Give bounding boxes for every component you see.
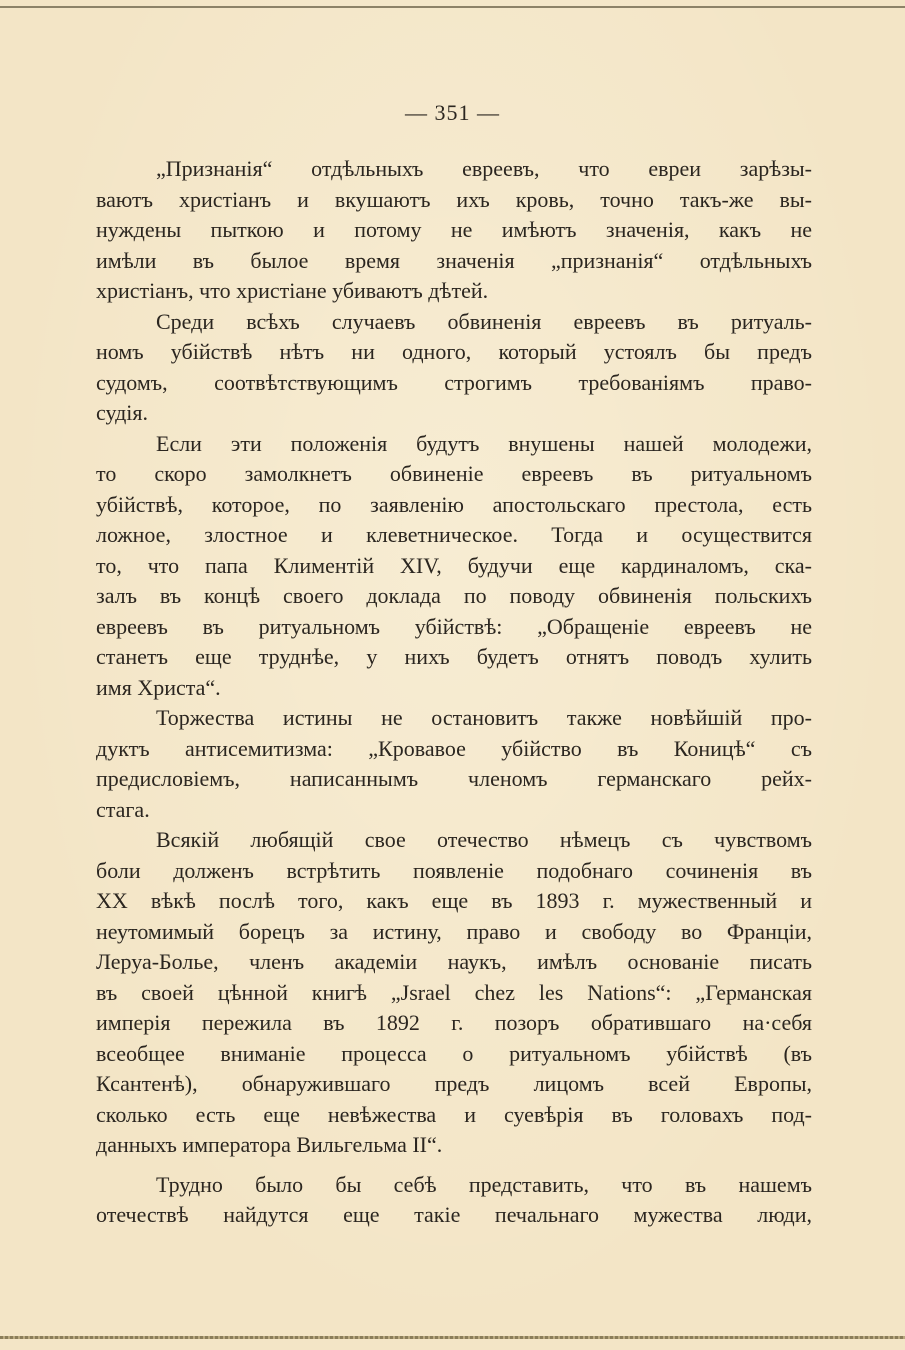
text-line: христіанъ, что христіане убиваютъ дѣтей. (96, 278, 489, 303)
paragraph (96, 1170, 812, 1231)
text-line: ваютъ христіанъ и вкушаютъ ихъ кровь, точно такъ-же вы- (96, 186, 812, 212)
text-line: Торжества истины не остановитъ также новѣйшій про- (156, 705, 812, 730)
text-line: имя Христа“. (96, 674, 221, 700)
text-line: евреевъ въ ритуальномъ убійствѣ: „Обращеніе евреевъ не (96, 613, 812, 639)
paragraph (96, 429, 812, 704)
text-line: сколько есть еще невѣжества и суевѣрія въ головахъ под- (96, 1101, 812, 1127)
text-line: судомъ, соотвѣтствующимъ строгимъ требованіямъ право- (96, 369, 812, 395)
text-line: дуктъ антисемитизма: „Кровавое убійство въ Коницѣ“ съ (96, 735, 812, 761)
text-line: Трудно было бы себѣ представить, что въ нашемъ (156, 1171, 812, 1197)
body-text (96, 154, 812, 1231)
text-line: предисловіемъ, написаннымъ членомъ германскаго рейх- (96, 766, 812, 791)
text-line: XX вѣкѣ послѣ того, какъ еще въ 1893 г. мужественный и (96, 888, 812, 913)
text-line: данныхъ императора Вильгельма II“. (96, 1132, 443, 1157)
bottom-border-line (0, 1336, 905, 1339)
text-line: имѣли въ былое время значенія „признанія“ отдѣльныхъ (96, 247, 812, 273)
paragraph (96, 307, 812, 429)
text-line: станетъ еще труднѣе, у нихъ будетъ отнятъ поводъ хулить (96, 644, 812, 669)
text-line: номъ убійствѣ нѣтъ ни одного, который устоялъ бы предъ (96, 339, 812, 364)
text-line: убійствѣ, которое, по заявленію апостольскаго престола, есть (96, 491, 812, 517)
text-line: залъ въ концѣ своего доклада по поводу обвиненія польскихъ (96, 583, 812, 608)
text-line: судія. (96, 400, 149, 425)
paragraph (96, 825, 812, 1161)
text-line: Если эти положенія будутъ внушены нашей молодежи, (156, 430, 812, 456)
text-line: ложное, злостное и клеветническое. Тогда и осуществится (96, 522, 812, 547)
text-line: Среди всѣхъ случаевъ обвиненія евреевъ въ ритуаль- (156, 308, 812, 334)
text-line: то, что папа Климентій XIV, будучи еще кардиналомъ, ска- (96, 552, 812, 578)
text-line: всеобщее вниманіе процесса о ритуальномъ убійствѣ (въ (96, 1040, 812, 1066)
text-line: то скоро замолкнетъ обвиненіе евреевъ въ ритуальномъ (96, 461, 812, 486)
text-line: Всякій любящій свое отечество нѣмецъ съ чувствомъ (156, 827, 812, 852)
text-line: Леруа-Болье, членъ академіи наукъ, имѣлъ основаніе писать (96, 949, 812, 974)
paragraph (96, 154, 812, 307)
text-line: въ своей цѣнной книгѣ „Jsrael chez les Nations“: „Германская (96, 979, 812, 1005)
text-line: имперія пережила въ 1892 г. позоръ обратившаго на·себя (96, 1010, 812, 1035)
paragraph (96, 703, 812, 825)
text-line: „Признанія“ отдѣльныхъ евреевъ, что евреи зарѣзы- (156, 156, 812, 181)
text-line: отечествѣ найдутся еще такіе печальнаго мужества люди, (96, 1202, 812, 1227)
page-number: — 351 — (405, 100, 500, 125)
text-line: стага. (96, 796, 150, 822)
text-line: боли долженъ встрѣтить появленіе подобнаго сочиненія въ (96, 857, 812, 883)
text-line: Ксантенѣ), обнаружившаго предъ лицомъ всей Европы, (96, 1071, 812, 1096)
text-line: нуждены пыткою и потому не имѣютъ значенія, какъ не (96, 217, 812, 242)
text-line: неутомимый борецъ за истину, право и свободу во Франціи, (96, 918, 812, 944)
top-border-line (0, 6, 905, 8)
